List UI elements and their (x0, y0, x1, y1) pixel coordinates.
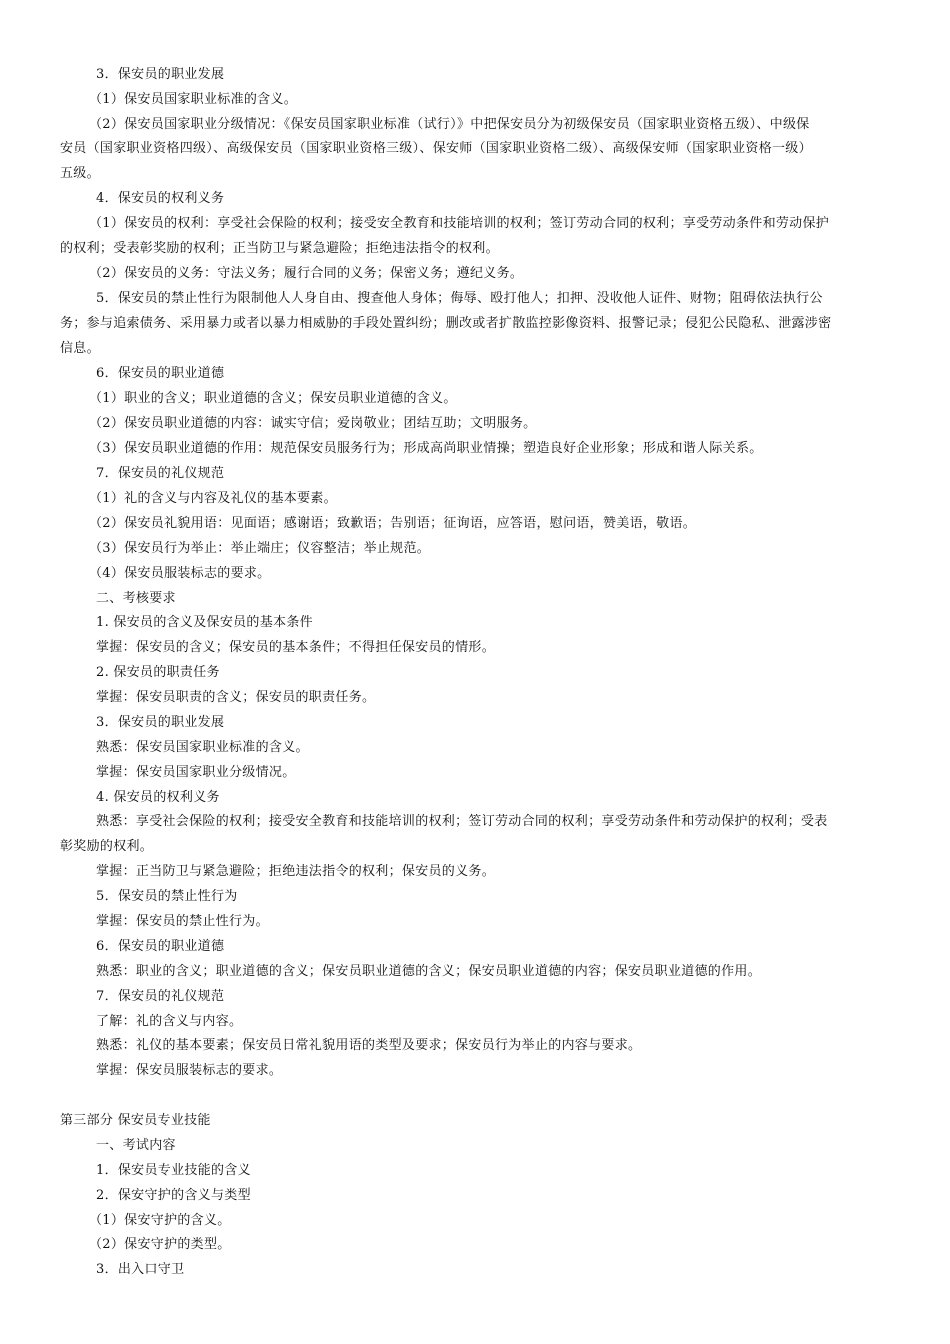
subsection-heading: 7．保安员的礼仪规范 (96, 989, 225, 1004)
paragraph-line: 务；参与追索债务、采用暴力或者以暴力相威胁的手段处置纠纷；删改或者扩散监控影像资料、报警记录；侵犯公民隐私、泄露涉密 (60, 316, 832, 331)
paragraph-line: 安员（国家职业资格四级）、高级保安员（国家职业资格三级）、保安师（国家职业资格二级）、高级保安师（国家职业资格一级） (60, 141, 812, 156)
section-heading: 二、考核要求 (96, 591, 176, 606)
paragraph-line: （1）保安员的权利：享受社会保险的权利；接受安全教育和技能培训的权利；签订劳动合同的权利；享受劳动条件和劳动保护 (89, 216, 830, 231)
subsection-heading: 2．保安守护的含义与类型 (96, 1188, 251, 1203)
list-item: （1）保安员国家职业标准的含义。 (89, 92, 298, 107)
subsection-heading: 6．保安员的职业道德 (96, 939, 225, 954)
list-item: （2）保安员的义务：守法义务；履行合同的义务；保密义务；遵纪义务。 (89, 266, 524, 281)
paragraph-line: 的权利；受表彰奖励的权利；正当防卫与紧急避险；拒绝违法指令的权利。 (60, 241, 499, 256)
requirement-line: 熟悉：保安员国家职业标准的含义。 (96, 740, 309, 755)
subsection-heading: 1．保安员专业技能的含义 (96, 1163, 251, 1178)
section-heading: 6．保安员的职业道德 (96, 366, 225, 381)
list-item: （2）保安守护的类型。 (89, 1237, 231, 1252)
list-item: （2）保安员职业道德的内容：诚实守信；爱岗敬业；团结互助；文明服务。 (89, 416, 537, 431)
list-item: （1）保安守护的含义。 (89, 1213, 231, 1228)
subsection-heading: 5．保安员的禁止性行为 (96, 889, 238, 904)
section-heading: 7．保安员的礼仪规范 (96, 466, 225, 481)
list-item: （1）职业的含义；职业道德的含义；保安员职业道德的含义。 (89, 391, 457, 406)
requirement-line: 熟悉：礼仪的基本要素；保安员日常礼貌用语的类型及要求；保安员行为举止的内容与要求。 (96, 1038, 642, 1053)
requirement-line: 熟悉：享受社会保险的权利；接受安全教育和技能培训的权利；签订劳动合同的权利；享受劳动条件和劳动保护的权利；受表 (96, 814, 828, 829)
paragraph-line: （2）保安员国家职业分级情况：《保安员国家职业标准（试行）》中把保安员分为初级保安员（国家职业资格五级）、中级保 (89, 117, 810, 132)
requirement-line: 掌握：正当防卫与紧急避险；拒绝违法指令的权利；保安员的义务。 (96, 864, 496, 879)
paragraph-line: 五级。 (60, 166, 100, 181)
list-item: （1）礼的含义与内容及礼仪的基本要素。 (89, 491, 337, 506)
requirement-line: 掌握：保安员职责的含义；保安员的职责任务。 (96, 690, 376, 705)
paragraph-line: 信息。 (60, 341, 100, 356)
subsection-heading: 2. 保安员的职责任务 (96, 665, 220, 680)
requirement-line: 掌握：保安员的含义；保安员的基本条件；不得担任保安员的情形。 (96, 640, 496, 655)
section-heading: 一、考试内容 (96, 1138, 176, 1153)
section-heading: 3．保安员的职业发展 (96, 67, 225, 82)
list-item: （4）保安员服装标志的要求。 (89, 566, 271, 581)
list-item: （2）保安员礼貌用语：见面语；感谢语；致歉语；告别语；征询语，应答语，慰问语，赞美语，敬语。 (89, 516, 697, 531)
requirement-line: 熟悉：职业的含义；职业道德的含义；保安员职业道德的含义；保安员职业道德的内容；保安员职业道德的作用。 (96, 964, 762, 979)
list-item: （3）保安员职业道德的作用：规范保安员服务行为；形成高尚职业情操；塑造良好企业形象；形成和谐人际关系。 (89, 441, 763, 456)
subsection-heading: 3．保安员的职业发展 (96, 715, 225, 730)
requirement-line: 掌握：保安员的禁止性行为。 (96, 914, 269, 929)
list-item: （3）保安员行为举止：举止端庄；仪容整洁；举止规范。 (89, 541, 431, 556)
subsection-heading: 1. 保安员的含义及保安员的基本条件 (96, 615, 313, 630)
paragraph-line: 5．保安员的禁止性行为限制他人人身自由、搜查他人身体；侮辱、殴打他人；扣押、没收他人证件、财物；阻碍依法执行公 (96, 291, 823, 306)
requirement-line: 彰奖励的权利。 (60, 839, 154, 854)
section-heading: 4．保安员的权利义务 (96, 191, 225, 206)
requirement-line: 掌握：保安员国家职业分级情况。 (96, 765, 296, 780)
requirement-line: 了解：礼的含义与内容。 (96, 1014, 243, 1029)
part-title: 第三部分 保安员专业技能 (60, 1113, 211, 1128)
subsection-heading: 3．出入口守卫 (96, 1262, 185, 1277)
subsection-heading: 4. 保安员的权利义务 (96, 790, 220, 805)
requirement-line: 掌握：保安员服装标志的要求。 (96, 1063, 283, 1078)
